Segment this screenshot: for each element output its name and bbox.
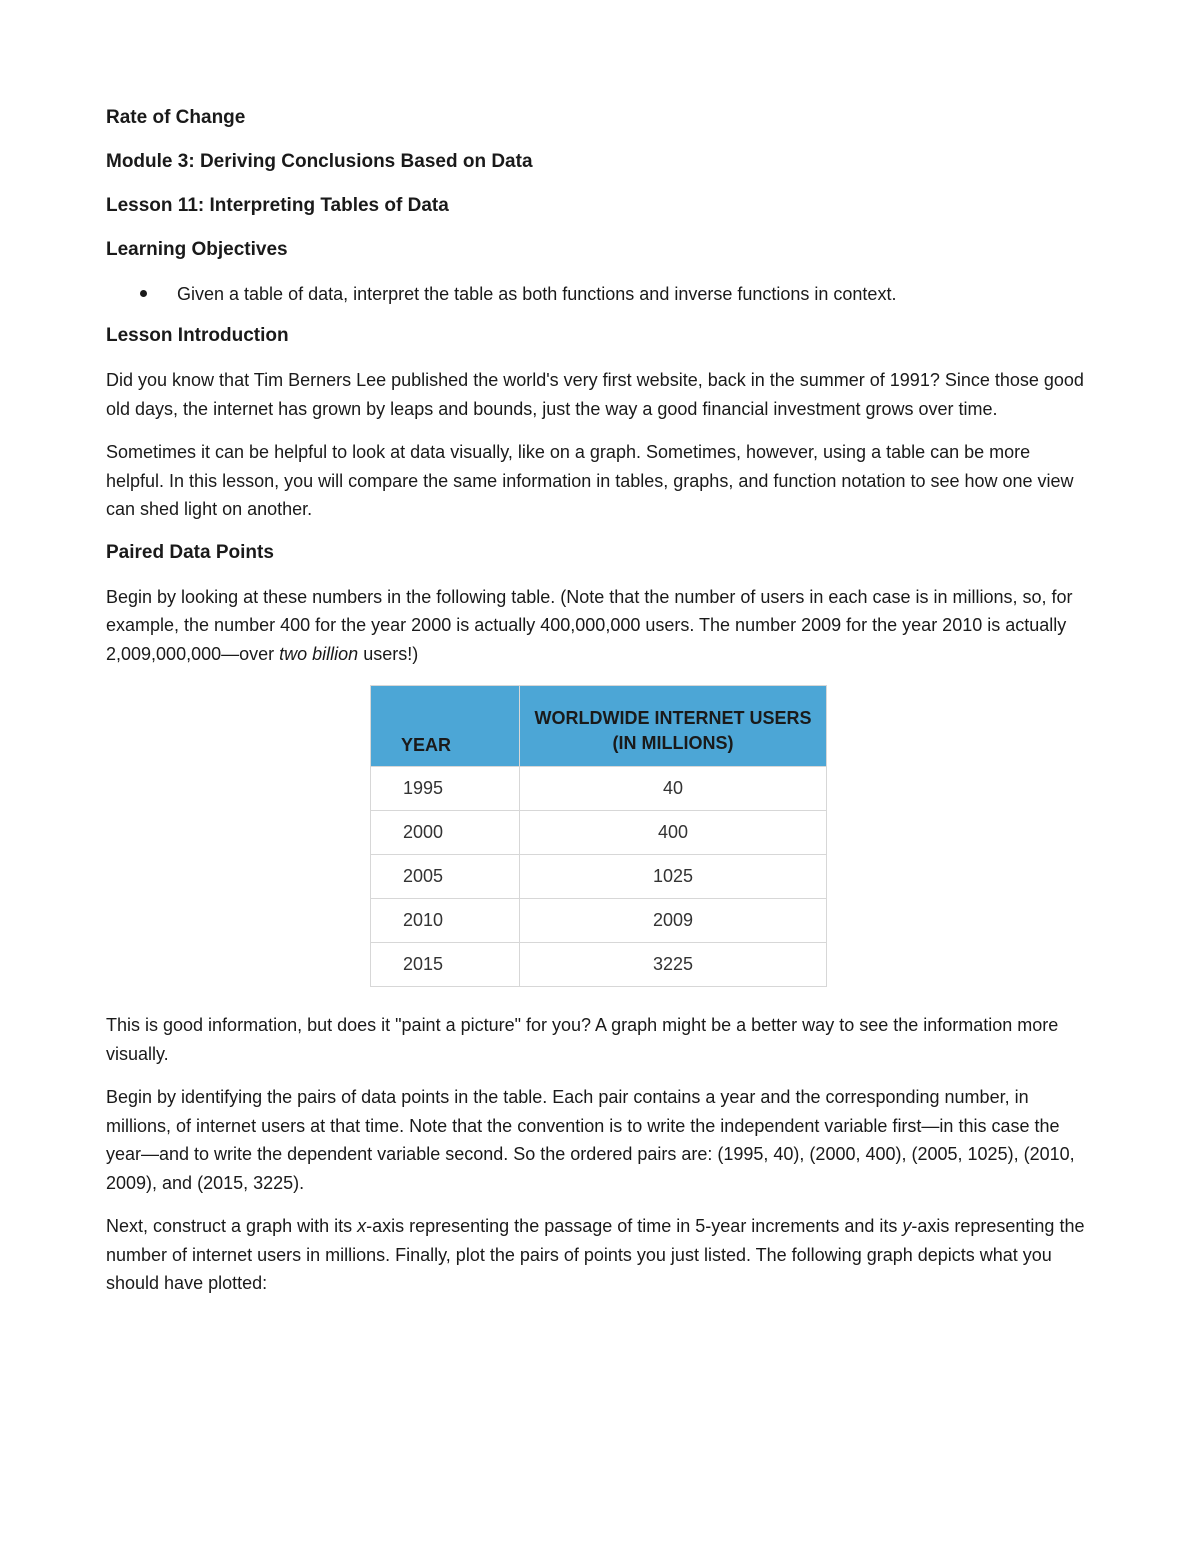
paired-text-a: Begin by looking at these numbers in the following table. (Note that the number of users in each case is in millions, so, for example, the number 400 for the year 2000 is actually 400,000,000 users. The number 2009 for the year 2010 is actually 2,009,000,000—over [106, 586, 1073, 664]
year-cell: 2000 [371, 811, 520, 855]
lesson-heading: Lesson 11: Interpreting Tables of Data [106, 195, 449, 216]
users-cell: 3225 [520, 943, 827, 987]
users-header-line-1: WORLDWIDE INTERNET USERS [534, 708, 812, 728]
list-item [106, 280, 1086, 308]
table-row [371, 855, 827, 899]
paired-text-b: users!) [358, 643, 419, 664]
year-cell: 2010 [371, 899, 520, 943]
graph-instructions-paragraph [106, 1212, 1086, 1298]
internet-users-table [370, 685, 827, 987]
graph-text-b: -axis representing the passage of time in 5-year increments and its [366, 1216, 903, 1236]
objectives-heading: Learning Objectives [106, 239, 288, 260]
intro-paragraph-2: Sometimes it can be helpful to look at data visually, like on a graph. Sometimes, however, using a table can be more helpful. In this lesson, you will compare the same information in tables, graphs, and function notation to see how one view can shed light on another. [106, 442, 1074, 519]
objective-text: Given a table of data, interpret the table as both functions and inverse functions in context. [177, 284, 897, 304]
after-table-paragraph-1: This is good information, but does it "paint a picture" for you? A graph might be a better way to see the information more visually. [106, 1015, 1059, 1064]
table-row [371, 943, 827, 987]
table-row [371, 767, 827, 811]
users-table-wrapper [370, 685, 827, 987]
table-row [371, 811, 827, 855]
bullet-icon [140, 290, 147, 297]
intro-paragraph-1: Did you know that Tim Berners Lee published the world's very first website, back in the summer of 1991? Since those good old days, the internet has grown by leaps and bounds, just the way a good financial investment grows over time. [106, 370, 1084, 419]
document-page [106, 104, 1086, 1313]
objectives-list [106, 280, 1086, 308]
module-heading: Module 3: Deriving Conclusions Based on Data [106, 151, 533, 172]
users-cell: 40 [520, 767, 827, 811]
graph-text-c: -axis representing the number of internet users in millions. Finally, plot the pairs of points you just listed. The following graph depicts what you should have plotted: [106, 1216, 1085, 1293]
paired-data-paragraph [106, 583, 1086, 669]
table-row [371, 899, 827, 943]
users-header-line-2: (IN MILLIONS) [612, 733, 734, 753]
paired-data-heading: Paired Data Points [106, 541, 274, 563]
x-variable: x [357, 1216, 367, 1236]
users-cell: 1025 [520, 855, 827, 899]
year-cell: 1995 [371, 767, 520, 811]
table-header-row [371, 686, 827, 767]
users-cell: 400 [520, 811, 827, 855]
paired-text-emphasis: two billion [279, 643, 359, 664]
graph-text-a: Next, construct a graph with its [106, 1216, 358, 1236]
intro-heading: Lesson Introduction [106, 325, 289, 346]
users-column-header [520, 686, 827, 767]
year-column-header: YEAR [371, 686, 520, 767]
users-cell: 2009 [520, 899, 827, 943]
year-cell: 2005 [371, 855, 520, 899]
after-table-paragraph-2: Begin by identifying the pairs of data points in the table. Each pair contains a year and the corresponding number, in millions, of internet users at that time. Note that the convention is to write the independent variable first—in this case the year—and to write the dependent variable second. So the ordered pairs are: (1995, 40), (2000, 400), (2005, 1025), (2010, 2009), and (2015, 3225). [106, 1087, 1075, 1193]
document-title: Rate of Change [106, 107, 246, 128]
y-variable: y [902, 1216, 912, 1236]
year-cell: 2015 [371, 943, 520, 987]
